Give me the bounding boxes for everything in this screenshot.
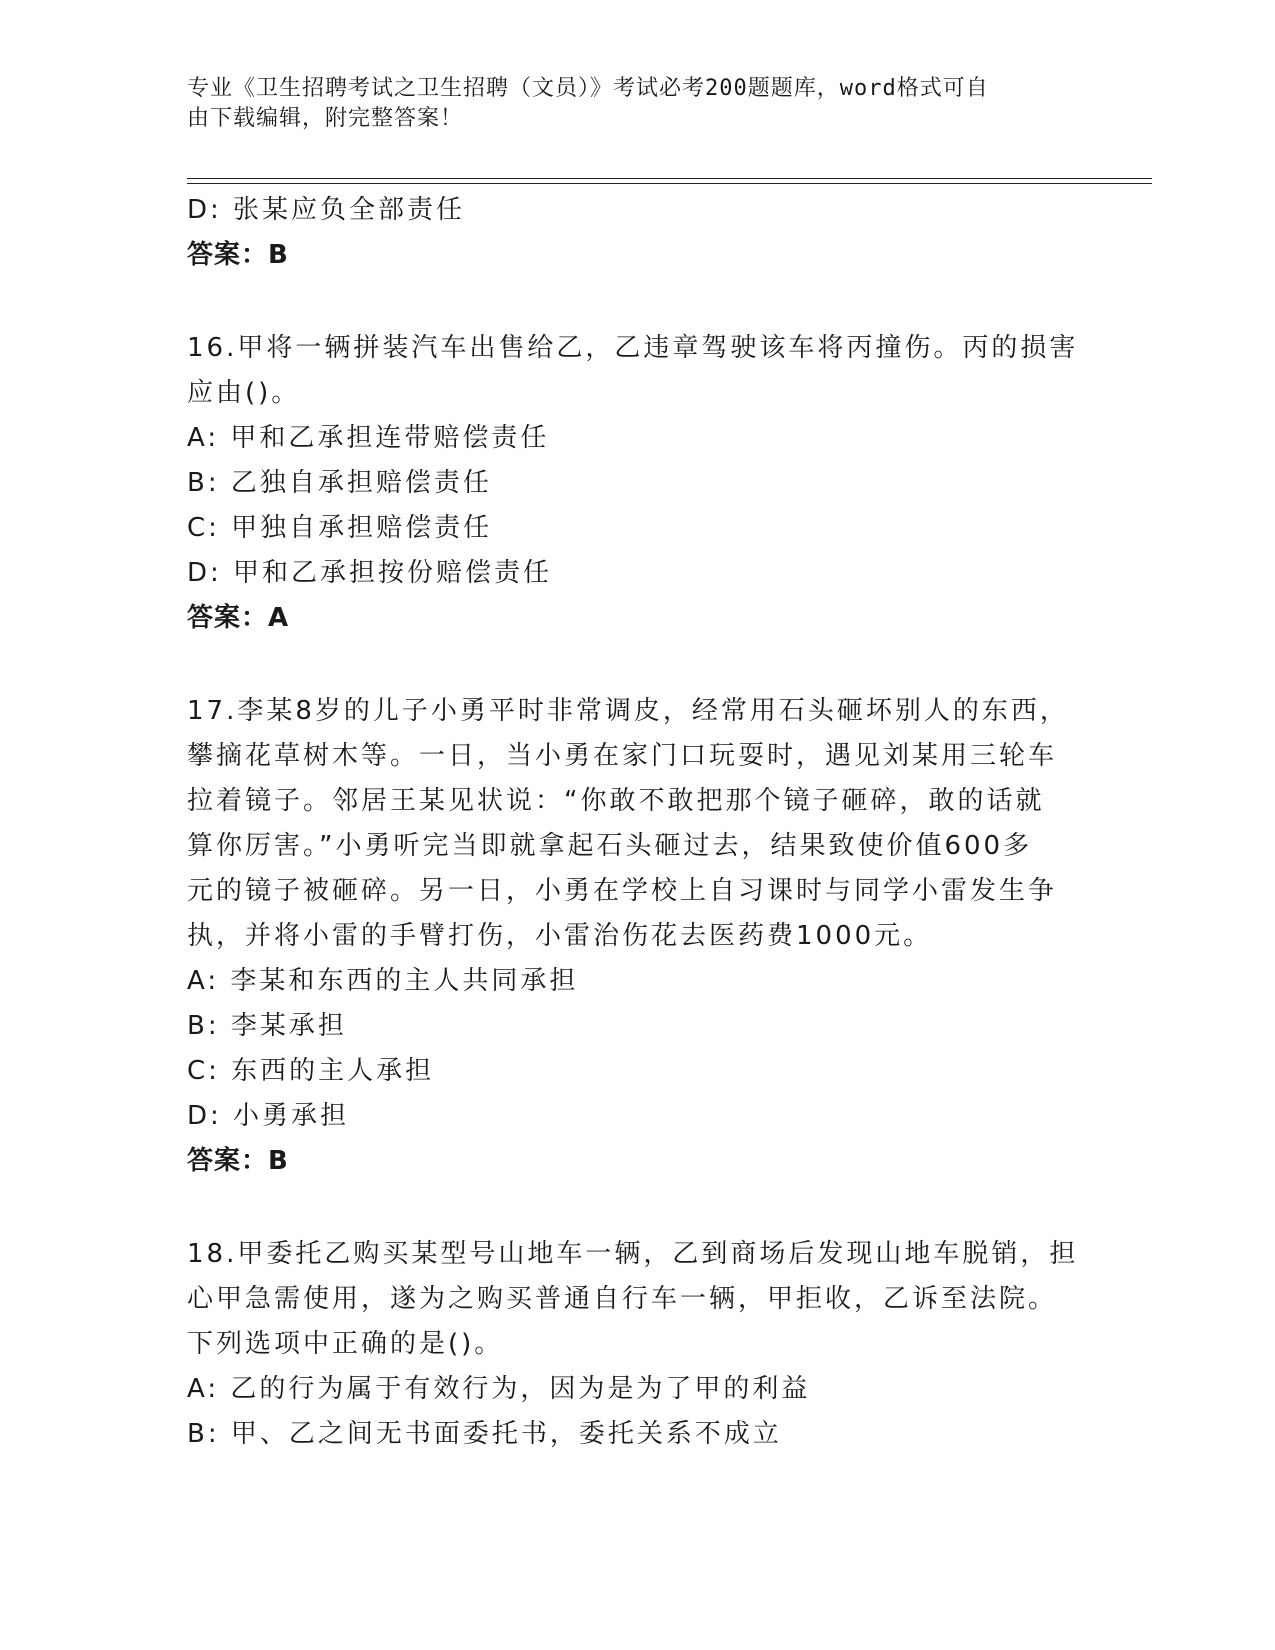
question-text: 拉着镜子。邻居王某见状说：“你敢不敢把那个镜子砸碎，敢的话就 <box>187 786 1045 816</box>
question-text: 应由()。 <box>187 378 301 408</box>
question-text: 下列选项中正确的是()。 <box>187 1329 504 1359</box>
option-c: C: 甲独自承担赔偿责任 <box>187 513 493 543</box>
option-b: B: 甲、乙之间无书面委托书，委托关系不成立 <box>187 1419 782 1449</box>
question-text: 攀摘花草树木等。一日，当小勇在家门口玩耍时，遇见刘某用三轮车 <box>187 741 1058 771</box>
document-header <box>187 74 1077 134</box>
option-d: D: 小勇承担 <box>187 1101 350 1131</box>
header-divider-top <box>187 178 1152 179</box>
question-text: 18.甲委托乙购买某型号山地车一辆，乙到商场后发现山地车脱销，担 <box>187 1239 1079 1269</box>
question-16 <box>187 326 1087 641</box>
answer: 答案：A <box>187 603 290 633</box>
option-b: B: 李某承担 <box>187 1011 347 1041</box>
document-body <box>187 188 1087 1457</box>
option-c: C: 东西的主人承担 <box>187 1056 435 1086</box>
question-text: 17.李某8岁的儿子小勇平时非常调皮，经常用石头砸坏别人的东西， <box>187 696 1069 726</box>
question-17 <box>187 689 1087 1184</box>
header-line-2: 由下载编辑，附完整答案！ <box>187 106 464 131</box>
option-a: A: 甲和乙承担连带赔偿责任 <box>187 423 550 453</box>
answer: 答案：B <box>187 1146 289 1176</box>
question-text: 心甲急需使用，遂为之购买普通自行车一辆，甲拒收，乙诉至法院。 <box>187 1284 1058 1314</box>
option-d: D: 甲和乙承担按份赔偿责任 <box>187 558 553 588</box>
header-line-1: 专业《卫生招聘考试之卫生招聘（文员）》考试必考200题题库，word格式可自 <box>187 76 989 101</box>
question-text: 元的镜子被砸碎。另一日，小勇在学校上自习课时与同学小雷发生争 <box>187 876 1058 906</box>
question-text: 算你厉害。”小勇听完当即就拿起石头砸过去，结果致使价值600多 <box>187 831 1033 861</box>
answer: 答案：B <box>187 240 289 270</box>
option-b: B: 乙独自承担赔偿责任 <box>187 468 492 498</box>
option-d: D: 张某应负全部责任 <box>187 195 466 225</box>
question-18 <box>187 1232 1087 1457</box>
option-a: A: 乙的行为属于有效行为，因为是为了甲的利益 <box>187 1374 811 1404</box>
question-text: 执，并将小雷的手臂打伤，小雷治伤花去医药费1000元。 <box>187 921 933 951</box>
option-a: A: 李某和东西的主人共同承担 <box>187 966 579 996</box>
header-divider-bottom <box>187 183 1152 184</box>
question-text: 16.甲将一辆拼装汽车出售给乙，乙违章驾驶该车将丙撞伤。丙的损害 <box>187 333 1079 363</box>
